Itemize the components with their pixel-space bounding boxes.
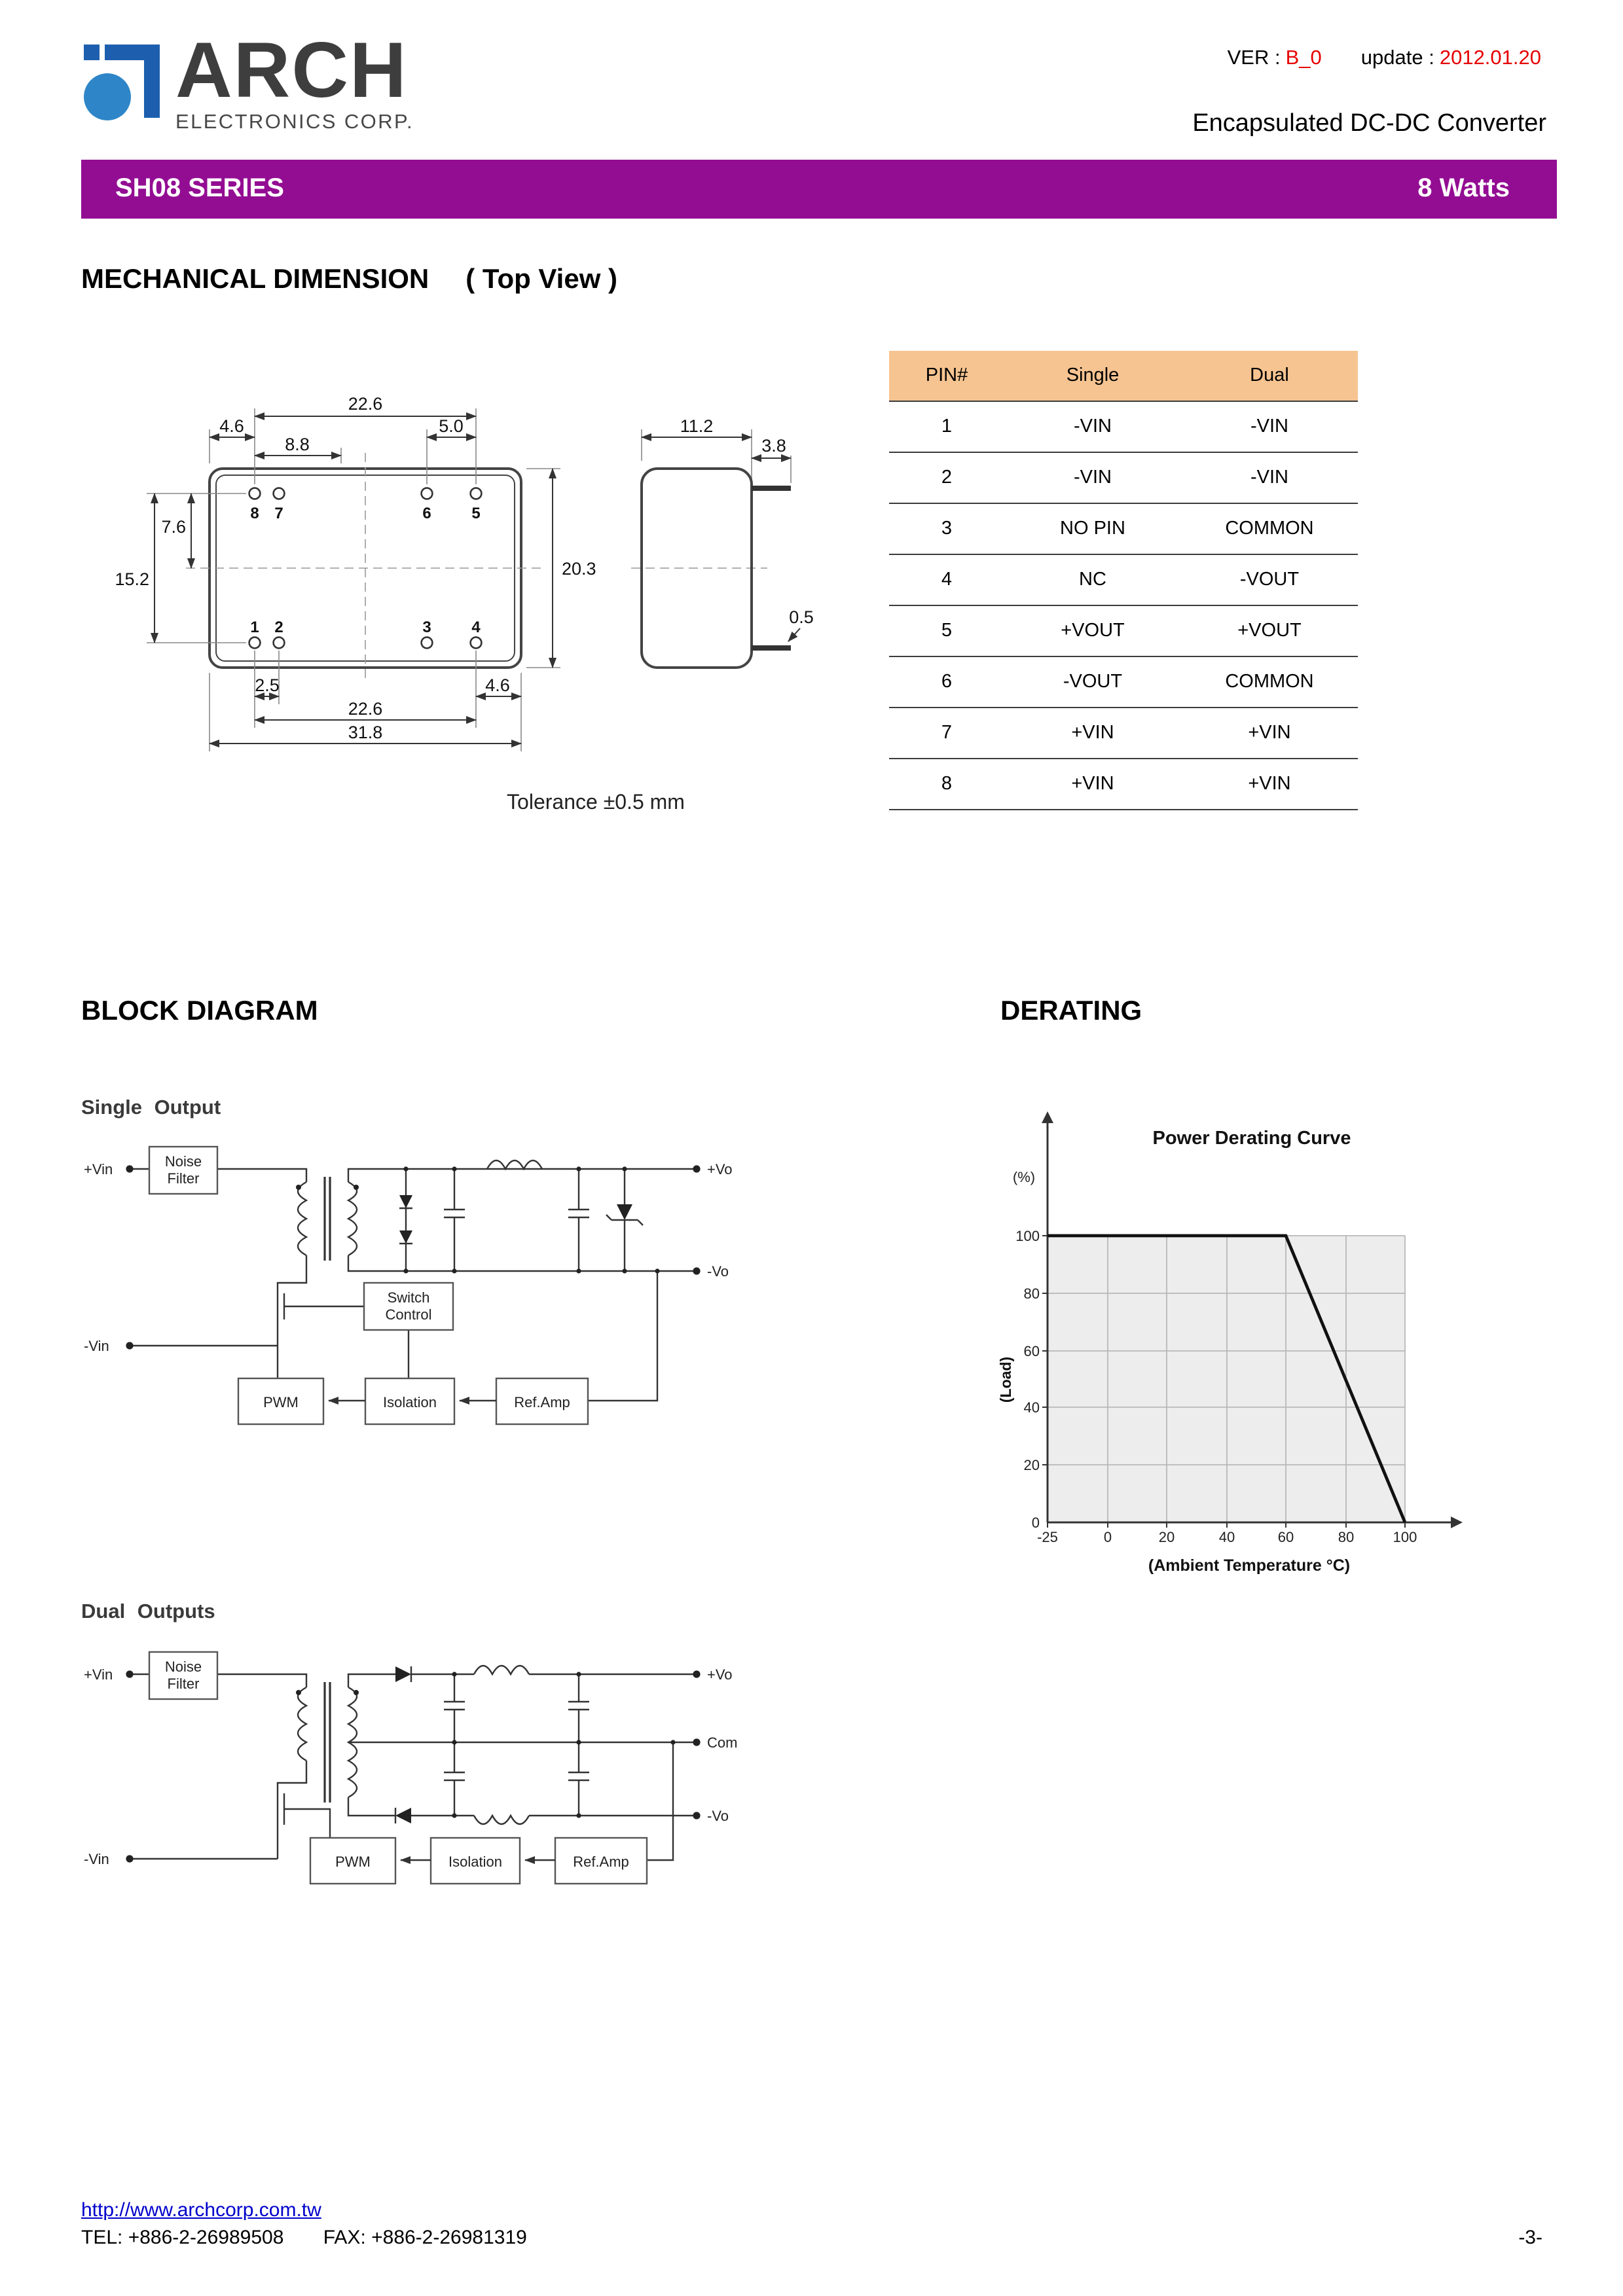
pin-number-3: 3 [422, 619, 431, 636]
dual-cell: +VIN [1181, 707, 1358, 758]
product-line: Encapsulated DC-DC Converter [1192, 110, 1546, 137]
logo-text-block [175, 26, 414, 135]
x-tick: 40 [1218, 1529, 1235, 1545]
block-boxes [149, 1147, 588, 1424]
single-cell: -VIN [1004, 452, 1181, 503]
mechanical-title: MECHANICAL DIMENSION [81, 264, 429, 295]
pin-table-header-dual: Dual [1181, 351, 1358, 401]
noise-filter-label-2: Filter [167, 1170, 200, 1187]
dual-output-diagram [81, 1644, 762, 1906]
vo-neg-label: -Vo [707, 1808, 729, 1824]
pin-number-5: 5 [471, 505, 481, 522]
vo-neg-label: -Vo [707, 1263, 729, 1280]
y-tick: 80 [1023, 1285, 1040, 1302]
pin-cell: 1 [889, 401, 1004, 452]
x-tick: -25 [1037, 1529, 1058, 1545]
single-output-label: Single Output [81, 1097, 221, 1119]
pin-cell: 2 [889, 452, 1004, 503]
version-label: VER : [1227, 47, 1281, 69]
section-title-derating: DERATING [1000, 996, 1142, 1026]
pin-table-row [889, 758, 1358, 809]
single-output-diagram [81, 1136, 762, 1450]
pin-cell: 8 [889, 758, 1004, 809]
dim-body-height: 20.3 [562, 559, 596, 579]
pin-table-header-single: Single [1004, 351, 1181, 401]
section-title-block-diagram: BLOCK DIAGRAM [81, 996, 318, 1026]
pin-number-4: 4 [471, 619, 481, 636]
update-value: 2012.01.20 [1439, 47, 1541, 69]
series-banner [81, 160, 1557, 219]
y-tick: 0 [1031, 1515, 1040, 1531]
dim-pin-thickness: 0.5 [789, 607, 814, 627]
y-tick: 40 [1023, 1399, 1040, 1416]
vin-pos-label: +Vin [84, 1161, 113, 1177]
dual-cell: -VIN [1181, 452, 1358, 503]
pin-table-row [889, 554, 1358, 605]
x-tick: 0 [1103, 1529, 1112, 1545]
footer-fax: FAX: +886-2-26981319 [323, 2227, 527, 2249]
noise-filter-label-1: Noise [164, 1659, 202, 1675]
x-axis-arrow [1451, 1516, 1463, 1528]
single-cell: -VOUT [1004, 656, 1181, 707]
pin-number-8: 8 [250, 505, 259, 522]
dim-side-width: 11.2 [680, 416, 714, 436]
single-cell: NC [1004, 554, 1181, 605]
pin-cell: 4 [889, 554, 1004, 605]
dim-row-span: 15.2 [115, 569, 149, 589]
isolation-label: Isolation [448, 1854, 502, 1870]
pin-cell: 5 [889, 605, 1004, 656]
pin-table-header-row [889, 351, 1358, 401]
single-cell: +VIN [1004, 758, 1181, 809]
company-logo [81, 39, 168, 140]
dim-body-width: 31.8 [348, 723, 383, 742]
pin-table-row [889, 656, 1358, 707]
version-value: B_0 [1285, 47, 1322, 69]
pin-table-row [889, 503, 1358, 554]
pin-cell: 7 [889, 707, 1004, 758]
switch-control-label-1: Switch [387, 1289, 430, 1306]
brand-name: ARCH [175, 26, 408, 114]
dual-cell: +VOUT [1181, 605, 1358, 656]
pin-cell: 3 [889, 503, 1004, 554]
single-cell: +VIN [1004, 707, 1181, 758]
y-tick: 20 [1023, 1457, 1040, 1473]
y-tick: 100 [1015, 1228, 1040, 1244]
diode-bars [395, 1666, 411, 1823]
y-axis-label: (Load) [997, 1356, 1014, 1403]
pwm-label: PWM [263, 1394, 299, 1410]
zener-diode [617, 1204, 632, 1220]
footer-contact [81, 2227, 527, 2249]
x-tick: 80 [1338, 1529, 1355, 1545]
pin-table-row [889, 452, 1358, 503]
extension-lines [147, 408, 791, 751]
mechanical-subtitle: ( Top View ) [465, 264, 618, 295]
ref-amp-label: Ref.Amp [573, 1854, 629, 1870]
derating-chart [990, 1102, 1474, 1587]
single-cell: +VOUT [1004, 605, 1181, 656]
wires [130, 1160, 697, 1401]
watts-label: 8 Watts [1417, 174, 1510, 203]
block-boxes [149, 1652, 647, 1884]
footer-tel: TEL: +886-2-26989508 [81, 2227, 284, 2249]
switch-control-label-2: Control [385, 1306, 432, 1323]
vo-pos-label: +Vo [707, 1666, 733, 1683]
y-tick: 60 [1023, 1343, 1040, 1359]
noise-filter-label-2: Filter [167, 1676, 200, 1692]
tolerance-note: Tolerance ±0.5 mm [507, 790, 685, 814]
pin-number-7: 7 [274, 505, 283, 522]
output-diodes [395, 1666, 411, 1823]
dual-cell: COMMON [1181, 656, 1358, 707]
vin-neg-label: -Vin [84, 1851, 109, 1867]
y-tick-labels [1015, 1228, 1040, 1531]
com-label: Com [707, 1734, 738, 1751]
logo-mark-icon [81, 39, 168, 134]
dim-bottom-pin-pitch: 2.5 [255, 675, 280, 695]
x-tick: 20 [1158, 1529, 1175, 1545]
noise-filter-label-1: Noise [164, 1153, 202, 1170]
single-cell: -VIN [1004, 401, 1181, 452]
dual-cell: +VIN [1181, 758, 1358, 809]
version-line [1228, 47, 1546, 71]
brand-subtitle: ELECTRONICS CORP. [175, 111, 414, 134]
dim-half-row-span: 7.6 [161, 517, 186, 537]
footer-url-link[interactable]: http://www.archcorp.com.tw [81, 2199, 321, 2221]
pin-table-row [889, 605, 1358, 656]
dim-bottom-pin-span: 22.6 [348, 699, 383, 719]
dim-left-edge-to-pin: 4.6 [219, 416, 244, 436]
dim-top-right-pitch: 5.0 [439, 416, 464, 436]
dim-pin-length: 3.8 [761, 436, 786, 456]
pin-table [889, 351, 1358, 810]
dim-right-edge-to-pin: 4.6 [485, 675, 510, 695]
pin-table-row [889, 401, 1358, 452]
y-axis-arrow [1042, 1111, 1053, 1123]
plot-area [1048, 1236, 1405, 1522]
pin-table-row [889, 707, 1358, 758]
pin-number-6: 6 [422, 505, 431, 522]
x-tick-labels [1037, 1529, 1417, 1545]
dim-pin-pitch-wide: 8.8 [285, 435, 310, 454]
dual-cell: COMMON [1181, 503, 1358, 554]
rectifier-diodes [399, 1195, 632, 1244]
mechanical-drawing [92, 382, 825, 827]
single-cell: NO PIN [1004, 503, 1181, 554]
update-label: update : [1360, 47, 1434, 69]
dual-outputs-label: Dual Outputs [81, 1601, 215, 1623]
series-name: SH08 SERIES [115, 174, 284, 203]
pin-number-2: 2 [274, 619, 283, 636]
dimension-lines [155, 416, 800, 744]
pwm-label: PWM [335, 1854, 371, 1870]
x-tick: 100 [1393, 1529, 1417, 1545]
vin-pos-label: +Vin [84, 1666, 113, 1683]
y-unit-label: (%) [1012, 1169, 1036, 1185]
x-axis-label: (Ambient Temperature °C) [1148, 1556, 1351, 1575]
pin-cell: 6 [889, 656, 1004, 707]
page-number: -3- [1518, 2227, 1542, 2249]
isolation-label: Isolation [383, 1394, 437, 1410]
vin-neg-label: -Vin [84, 1338, 109, 1354]
dual-cell: -VIN [1181, 401, 1358, 452]
section-title-mechanical [81, 264, 617, 296]
dual-cell: -VOUT [1181, 554, 1358, 605]
pin-table-header-pin: PIN# [889, 351, 1004, 401]
ref-amp-label: Ref.Amp [514, 1394, 570, 1410]
side-view-pins [752, 488, 791, 648]
x-tick: 60 [1277, 1529, 1294, 1545]
pin-number-1: 1 [250, 619, 259, 636]
chart-title: Power Derating Curve [1152, 1128, 1351, 1149]
vo-pos-label: +Vo [707, 1161, 733, 1177]
dim-top-pin-span: 22.6 [348, 394, 383, 414]
